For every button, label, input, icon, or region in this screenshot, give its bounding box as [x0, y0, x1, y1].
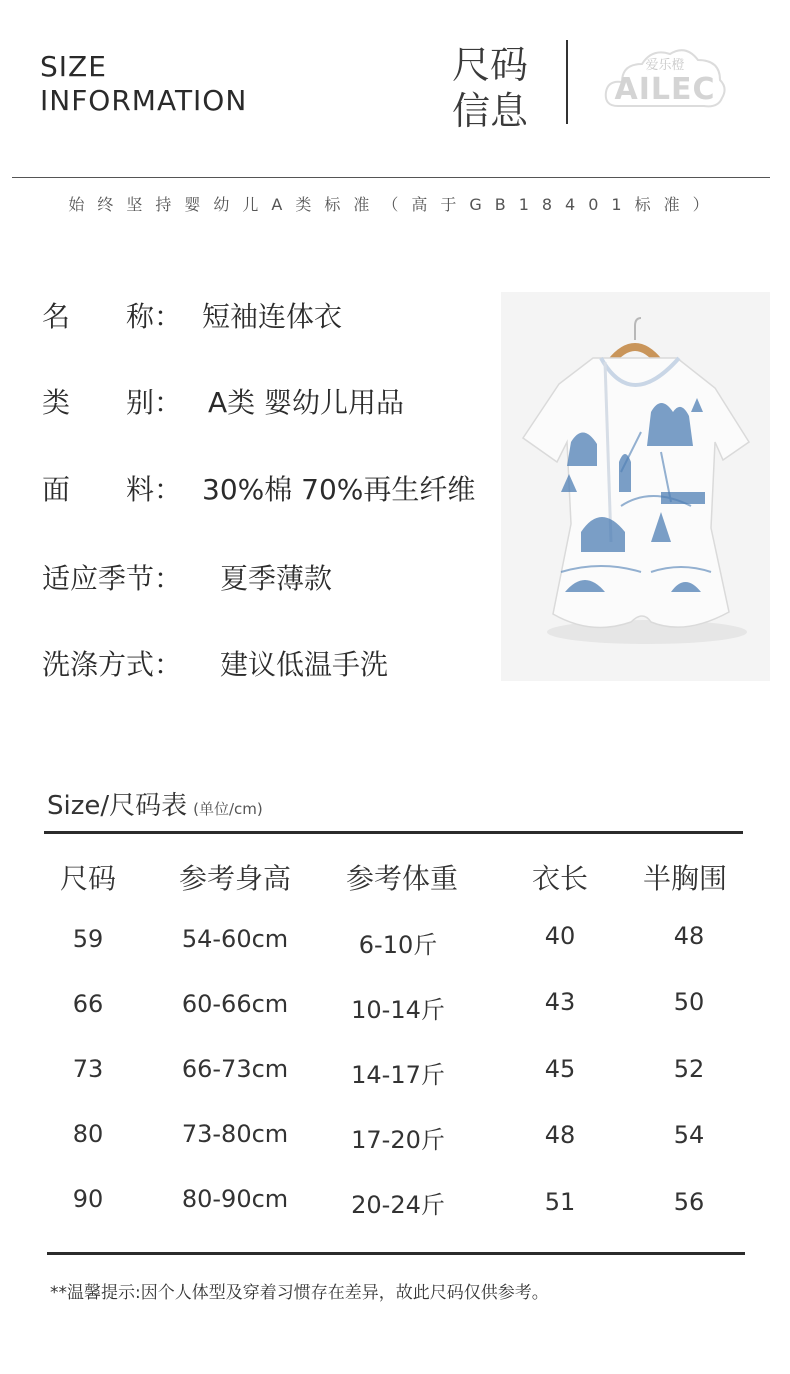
table-cell: 10-14斤: [351, 996, 445, 1024]
size-table-title: [47, 785, 263, 822]
table-cell: 56: [673, 1188, 705, 1216]
title-cn-line2: 信息: [452, 89, 529, 133]
info-row-fabric: [42, 468, 476, 508]
standard-statement: 始终坚持婴幼儿A类标准（高于GB18401标准）: [68, 195, 722, 214]
info-row-name: [42, 295, 343, 335]
info-label: 面 料：: [42, 473, 183, 506]
info-label: 类 别：: [42, 386, 183, 419]
info-value: 短袖连体衣: [202, 300, 343, 333]
table-cell: 43: [544, 988, 576, 1016]
table-header-height: 参考身高: [178, 862, 291, 895]
table-cell: 80-90cm: [181, 1185, 289, 1213]
size-table-unit: (单位/cm): [193, 800, 263, 818]
table-cell: 73-80cm: [181, 1120, 289, 1148]
title-english: [40, 50, 247, 118]
table-cell: 52: [673, 1055, 705, 1083]
table-cell: 66: [72, 990, 104, 1018]
table-header-size: 尺码: [59, 862, 116, 895]
title-en-line2: INFORMATION: [40, 84, 248, 117]
table-cell: 60-66cm: [181, 990, 289, 1018]
table-cell: 17-20斤: [351, 1126, 445, 1154]
logo-en-text: AILEC: [614, 72, 716, 107]
info-label: 洗涤方式：: [42, 648, 183, 681]
table-header-chest: 半胸围: [642, 862, 727, 895]
table-cell: 59: [72, 925, 104, 953]
title-divider: [566, 40, 568, 124]
logo-cn-text: 爱乐橙: [645, 58, 685, 73]
size-table-heading: Size/尺码表: [47, 791, 188, 821]
table-cell: 20-24斤: [351, 1191, 445, 1219]
info-value: 夏季薄款: [220, 562, 333, 595]
table-top-rule: [44, 831, 743, 834]
table-cell: 48: [673, 922, 705, 950]
table-cell: 6-10斤: [358, 931, 438, 959]
info-row-washing: [42, 643, 389, 683]
info-label: 适应季节：: [42, 562, 183, 595]
table-cell: 80: [72, 1120, 104, 1148]
table-cell: 14-17斤: [351, 1061, 445, 1089]
brand-logo: [600, 40, 730, 122]
table-cell: 45: [544, 1055, 576, 1083]
info-row-category: [42, 381, 405, 421]
info-value: 30%棉 70%再生纤维: [202, 473, 476, 506]
info-label: 名 称：: [42, 300, 183, 333]
table-cell: 90: [72, 1185, 104, 1213]
table-cell: 50: [673, 988, 705, 1016]
product-photo: [501, 292, 770, 681]
table-header-length: 衣长: [531, 862, 588, 895]
info-value: 建议低温手洗: [220, 648, 389, 681]
romper-image: [501, 292, 770, 681]
info-value: A类 婴幼儿用品: [208, 386, 405, 419]
table-cell: 73: [72, 1055, 104, 1083]
title-cn-line1: 尺码: [452, 43, 529, 87]
table-cell: 40: [544, 922, 576, 950]
table-bottom-rule: [47, 1252, 745, 1255]
title-en-line1: SIZE: [40, 50, 107, 83]
title-chinese: [452, 42, 528, 134]
table-cell: 54-60cm: [181, 925, 289, 953]
table-cell: 66-73cm: [181, 1055, 289, 1083]
table-cell: 54: [673, 1121, 705, 1149]
table-cell: 51: [544, 1188, 576, 1216]
header-divider: [12, 177, 770, 178]
size-note: **温馨提示:因个人体型及穿着习惯存在差异，故此尺码仅供参考。: [50, 1283, 549, 1303]
info-row-season: [42, 557, 333, 597]
table-cell: 48: [544, 1121, 576, 1149]
table-header-weight: 参考体重: [345, 862, 458, 895]
